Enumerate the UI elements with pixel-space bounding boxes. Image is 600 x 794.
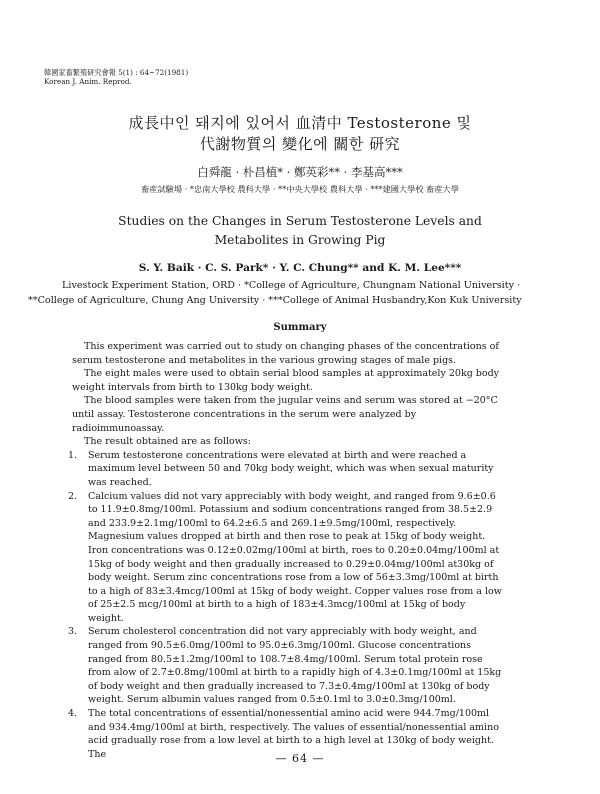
summary-body	[68, 340, 502, 761]
affiliations-en-line1: Livestock Experiment Station, ORD · *College of Agriculture, Chungnam National University ·	[62, 280, 521, 291]
title-en-line2: Metabolites in Growing Pig	[214, 233, 386, 247]
authors-en: S. Y. Baik · C. S. Park* · Y. C. Chung** and K. M. Lee***	[138, 262, 462, 274]
affiliations-ko: 畜産試驗場 · *忠南大學校 農科大學 · **中央大學校 農科大學 · ***建國大學校 畜産大學	[141, 184, 459, 194]
affiliations-en-line2: **College of Agriculture, Chung Ang University · ***College of Animal Husbandry,Kon Kuk University	[28, 295, 522, 306]
authors-ko: 白舜龍 · 朴昌植* · 鄭英彩** · 李基高***	[197, 165, 403, 179]
title-ko-line2: 代謝物質의 變化에 關한 研究	[199, 135, 401, 153]
result-item	[68, 449, 502, 490]
summary-paragraph: The result obtained are as follows:	[84, 436, 251, 448]
result-number: 4.	[68, 708, 78, 720]
result-text: Serum cholesterol concentration did not vary appreciably with body weight, and ranged from 90.5±6.0mg/100ml to 95.0±6.3mg/100ml. Glucose concentrations ranged from 80.5±1.2mg/100ml to 108.7±8.4mg/100ml. Serum total protein rose from alow of 2.7±0.8mg/100ml at birth to a rapidly high of 4.3±0.1mg/100ml at 15kg of body weight and then gradually increased to 7.3±0.4mg/100ml at 130kg of body weight. Serum albumin values ranged from 0.5±0.1ml to 3.0±0.3mg/100ml.	[88, 626, 502, 706]
result-text: Calcium values did not vary appreciably with body weight, and ranged from 9.6±0.6 to 11.9±0.8mg/100ml. Potassium and sodium concentrations ranged from 38.5±2.9 and 233.9±2.1mg/100ml to 64.2±6.5 and 269.1±9.5mg/100ml, respectively. Magnesium values dropped at birth and then rose to peak at 15kg of body weight. Iron concentrations was 0.12±0.02mg/100ml at birth, roes to 0.20±0.04mg/100ml at 15kg of body weight and then gradually increased to 0.29±0.04mg/100ml at30kg of body weight. Serum zinc concentrations rose from a low of 56±3.3mg/100ml at birth to a high of 83±3.4mcg/100ml at 15kg of body weight. Copper values rose from a low of 25±2.5 mcg/100ml at birth to a high of 183±4.3mcg/100ml at 15kg of body weight.	[88, 490, 502, 624]
journal-citation: 韓國家畜繁殖研究會報 5(1) : 64~72(1981)	[44, 68, 189, 77]
page-number: — 64 —	[275, 752, 325, 765]
journal-name-en: Korean J. Anim. Reprod.	[44, 77, 132, 86]
result-number: 3.	[68, 626, 78, 638]
summary-paragraph: This experiment was carried out to study on changing phases of the concentrations of serum testosterone and metabolites in the various growing stages of male pigs.	[72, 341, 499, 366]
title-en-line1: Studies on the Changes in Serum Testosterone Levels and	[118, 214, 482, 228]
results-list	[68, 449, 502, 762]
title-ko-line1: 成長中인 돼지에 있어서 血清中 Testosterone 및	[128, 114, 472, 132]
result-text: Serum testosterone concentrations were elevated at birth and were reached a maximum level between 50 and 70kg body weight, which was when sexual maturity was reached.	[88, 449, 494, 488]
result-item	[68, 490, 502, 626]
summary-paragraph: The eight males were used to obtain serial blood samples at approximately 20kg body weight intervals from birth to 130kg body weight.	[72, 368, 500, 393]
result-number: 1.	[68, 449, 78, 461]
summary-paragraph: The blood samples were taken from the jugular veins and serum was stored at −20°C until assay. Testosterone concentrations in the serum were analyzed by radioimmunoassay.	[72, 395, 498, 434]
result-number: 2.	[68, 490, 78, 502]
summary-heading: Summary	[273, 322, 327, 333]
journal-header	[44, 68, 188, 86]
result-text: The total concentrations of essential/nonessential amino acid were 944.7mg/100ml and 934.4mg/100ml at birth, respectively. The values of essential/nonessential amino acid gradually rose from a low level at birth to a high level at 130kg of body weight. The	[88, 708, 499, 760]
result-item	[68, 625, 502, 707]
